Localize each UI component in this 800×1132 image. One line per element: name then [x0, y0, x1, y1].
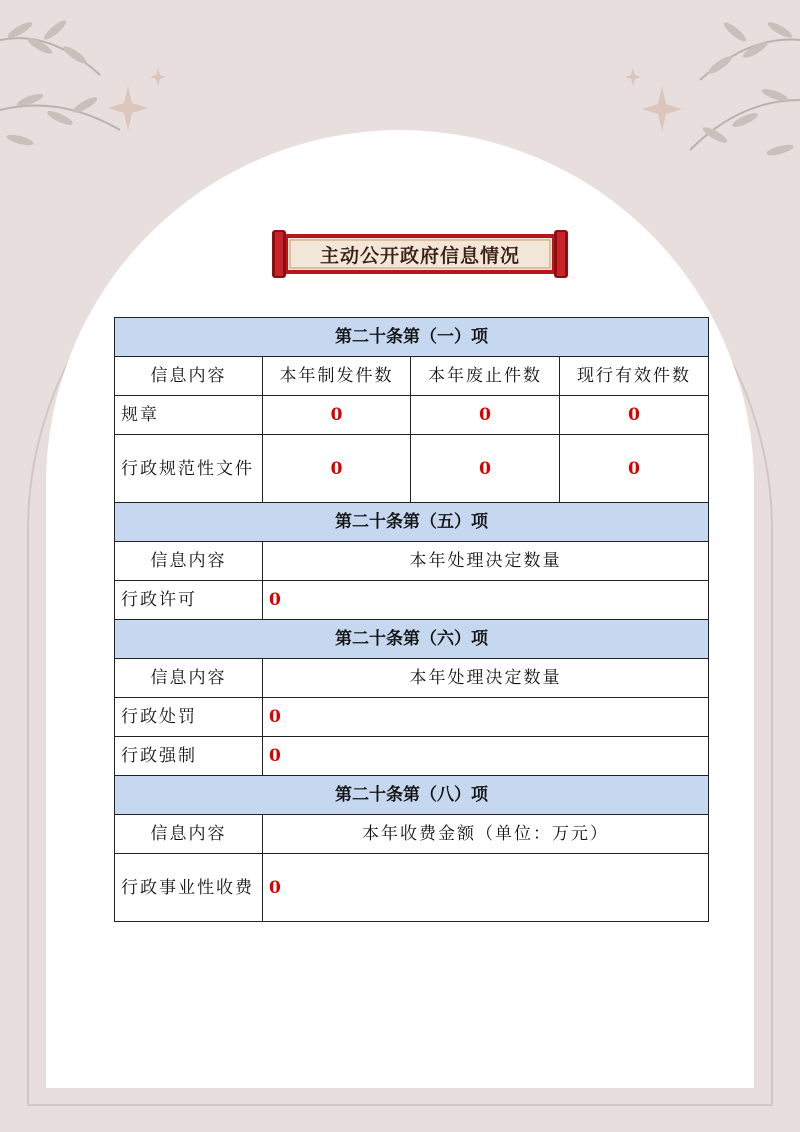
value-cell: 0 — [411, 396, 560, 435]
header-cell: 本年废止件数 — [411, 357, 560, 396]
section-heading-row — [115, 776, 709, 815]
table-row — [115, 435, 709, 503]
row-label: 行政规范性文件 — [115, 435, 263, 503]
value-cell: 0 — [263, 396, 411, 435]
value-cell: 0 — [263, 435, 411, 503]
section-heading: 第二十条第（八）项 — [115, 776, 709, 815]
section-heading: 第二十条第（六）项 — [115, 620, 709, 659]
table-row — [115, 854, 709, 922]
header-cell: 现行有效件数 — [560, 357, 709, 396]
section-heading: 第二十条第（五）项 — [115, 503, 709, 542]
header-cell: 本年处理决定数量 — [263, 542, 709, 581]
value-cell: 0 — [263, 737, 709, 776]
row-label: 行政许可 — [115, 581, 263, 620]
row-label: 行政强制 — [115, 737, 263, 776]
header-row — [115, 542, 709, 581]
value-cell: 0 — [263, 698, 709, 737]
header-row — [115, 815, 709, 854]
title-banner — [272, 230, 568, 278]
table-row — [115, 581, 709, 620]
value-cell: 0 — [263, 581, 709, 620]
header-row — [115, 659, 709, 698]
header-cell: 信息内容 — [115, 542, 263, 581]
header-cell: 信息内容 — [115, 659, 263, 698]
value-cell: 0 — [263, 854, 709, 922]
table-row — [115, 737, 709, 776]
header-cell: 本年制发件数 — [263, 357, 411, 396]
table-row — [115, 396, 709, 435]
row-label: 行政事业性收费 — [115, 854, 263, 922]
row-label: 行政处罚 — [115, 698, 263, 737]
section-heading-row — [115, 318, 709, 357]
banner-title: 主动公开政府信息情况 — [319, 244, 520, 267]
value-cell: 0 — [560, 435, 709, 503]
header-cell: 本年处理决定数量 — [263, 659, 709, 698]
header-cell: 信息内容 — [115, 815, 263, 854]
header-cell: 本年收费金额（单位：万元） — [263, 815, 709, 854]
header-row — [115, 357, 709, 396]
section-heading: 第二十条第（一）项 — [115, 318, 709, 357]
header-cell: 信息内容 — [115, 357, 263, 396]
value-cell: 0 — [560, 396, 709, 435]
section-heading-row — [115, 620, 709, 659]
table-row — [115, 698, 709, 737]
disclosure-table — [114, 317, 709, 922]
value-cell: 0 — [411, 435, 560, 503]
section-heading-row — [115, 503, 709, 542]
row-label: 规章 — [115, 396, 263, 435]
